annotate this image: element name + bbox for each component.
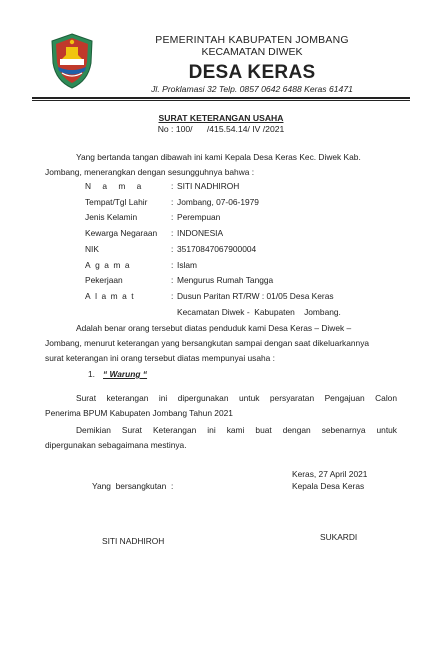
field-value-gender: Perempuan (177, 212, 221, 222)
body-line-3: surat keterangan ini orang tersebut diatas mempunyai usaha : (45, 353, 275, 363)
official-name: SUKARDI (320, 532, 358, 542)
signature-official-title: Kepala Desa Keras (292, 481, 365, 491)
closing-line-2: dipergunakan sebagaimana mestinya. (45, 440, 187, 450)
field-value-address: Dusun Paritan RT/RW : 01/05 Desa Keras (177, 291, 334, 301)
field-value-address-cont: Kecamatan Diwek - Kabupaten Jombang. (177, 307, 341, 317)
district-name: KECAMATAN DIWEK (201, 46, 303, 58)
field-label-citizenship: Kewarga Negaraan (85, 228, 158, 238)
applicant-label: Yang bersangkutan : (92, 481, 174, 491)
village-address: Jl. Proklamasi 32 Telp. 0857 0642 6488 Keras 61471 (151, 84, 353, 94)
body-line-1: Adalah benar orang tersebut diatas penduduk kami Desa Keras – Diwek – (76, 323, 352, 333)
field-label-occupation: Pekerjaan (85, 275, 123, 285)
body-line-2: Jombang, menurut keterangan yang bersangkutan sampai dengan saat dikeluarkannya (45, 338, 370, 348)
letter-number: No : 100/ /415.54.14/ IV /2021 (157, 124, 285, 134)
field-value-occupation: Mengurus Rumah Tangga (177, 275, 274, 285)
applicant-name: SITI NADHIROH (102, 536, 165, 546)
field-label-religion: Agama (85, 260, 135, 270)
field-label-nik: NIK (85, 244, 99, 254)
government-name: PEMERINTAH KABUPATEN JOMBANG (155, 34, 349, 46)
list-number: 1. (88, 369, 95, 379)
village-name: DESA KERAS (188, 62, 316, 83)
letterhead-rule-thin (32, 100, 410, 101)
field-label-address: Alamat (85, 291, 139, 301)
field-label-name: N a m a (85, 181, 146, 191)
intro-line-2: Jombang, menerangkan dengan sesungguhnya bahwa : (45, 167, 255, 177)
field-value-birth: Jombang, 07-06-1979 (177, 197, 259, 207)
letterhead-rule-thick (32, 97, 410, 99)
intro-line-1: Yang bertanda tangan dibawah ini kami Kepala Desa Keras Kec. Diwek Kab. (76, 152, 361, 162)
purpose-line-2: Penerima BPUM Kabupaten Jombang Tahun 2021 (45, 408, 233, 418)
business-type: “ Warung “ (103, 369, 148, 379)
purpose-line-1: Surat keterangan ini dipergunakan untuk persyaratan Pengajuan Calon (76, 393, 397, 403)
field-value-nik: 35170847067900004 (177, 244, 257, 254)
field-value-religion: Islam (177, 260, 198, 270)
field-value-citizenship: INDONESIA (177, 228, 224, 238)
closing-line-1: Demikian Surat Keterangan ini kami buat dengan sebenarnya untuk (76, 425, 397, 435)
field-label-birth: Tempat/Tgl Lahir (85, 197, 148, 207)
signature-place-date: Keras, 27 April 2021 (292, 469, 368, 479)
letter-title: SURAT KETERANGAN USAHA (158, 113, 284, 123)
field-label-gender: Jenis Kelamin (85, 212, 138, 222)
field-value-name: SITI NADHIROH (177, 181, 240, 191)
